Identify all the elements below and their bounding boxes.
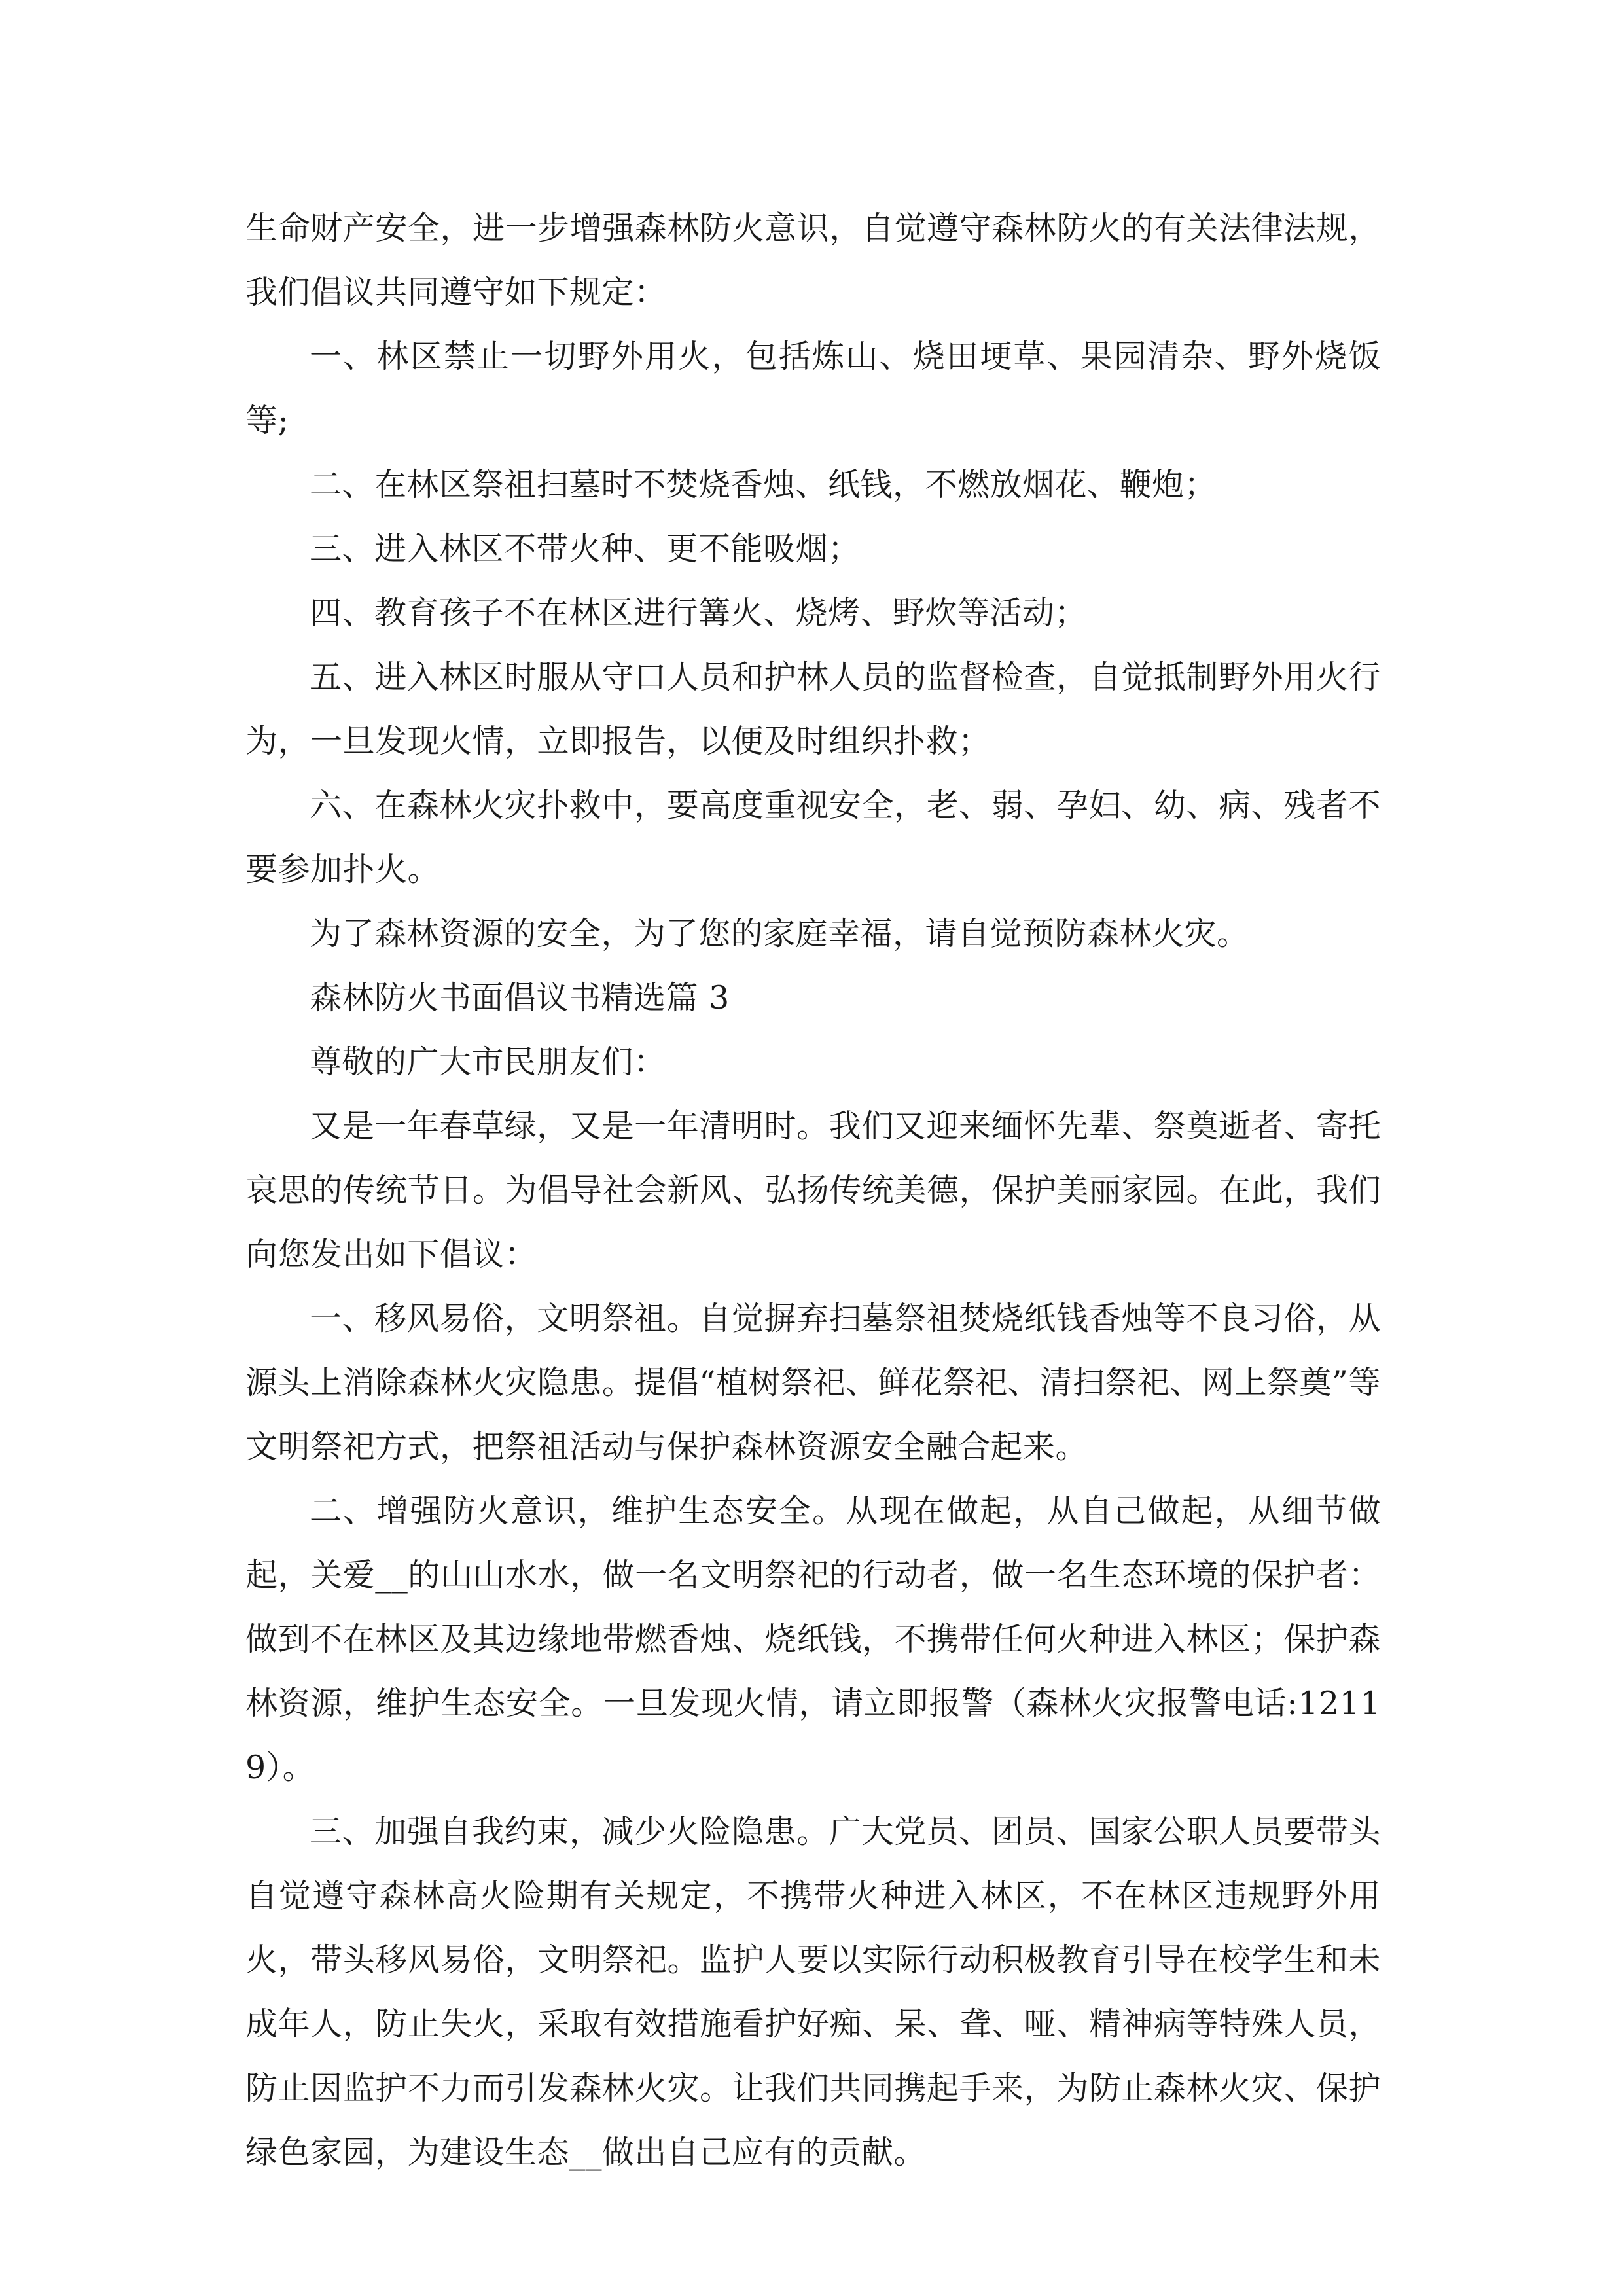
paragraph-proposal-3: 三、加强自我约束，减少火险隐患。广大党员、团员、国家公职人员要带头自觉遵守森林高火险期有关规定，不携带火种进入林区，不在林区违规野外用火，带头移风易俗，文明祭祀。监护人要以实际行动积极教育引导在校学生和未成年人，防止失火，采取有效措施看护好痴、呆、聋、哑、精神病等特殊人员，防止因监护不力而引发森林火灾。让我们共同携起手来，为防止森林火灾、保护绿色家园，为建设生态__做出自己应有的贡献。 bbox=[245, 1813, 1381, 2171]
section-heading: 森林防火书面倡议书精选篇 3 bbox=[310, 979, 730, 1016]
paragraph-rule-2: 二、在林区祭祖扫墓时不焚烧香烛、纸钱，不燃放烟花、鞭炮； bbox=[310, 466, 1217, 503]
paragraph-rule-3: 三、进入林区不带火种、更不能吸烟； bbox=[310, 530, 861, 567]
paragraph-closing: 为了森林资源的安全，为了您的家庭幸福，请自觉预防森林火灾。 bbox=[310, 915, 1249, 952]
paragraph-rule-1: 一、林区禁止一切野外用火，包括炼山、烧田埂草、果园清杂、野外烧饭等; bbox=[245, 338, 1381, 439]
paragraph-opening: 又是一年春草绿，又是一年清明时。我们又迎来缅怀先辈、祭奠逝者、寄托哀思的传统节日。为倡导社会新风、弘扬传统美德，保护美丽家园。在此，我们向您发出如下倡议： bbox=[245, 1107, 1381, 1273]
paragraph-proposal-1: 一、移风易俗，文明祭祖。自觉摒弃扫墓祭祖焚烧纸钱香烛等不良习俗，从源头上消除森林火灾隐患。提倡“植树祭祀、鲜花祭祀、清扫祭祀、网上祭奠”等文明祭祀方式，把祭祖活动与保护森林资源安全融合起来。 bbox=[245, 1300, 1381, 1465]
paragraph-rule-6: 六、在森林火灾扑救中，要高度重视安全，老、弱、孕妇、幼、病、残者不要参加扑火。 bbox=[245, 787, 1381, 888]
document-body bbox=[245, 196, 1381, 2185]
paragraph-intro: 生命财产安全，进一步增强森林防火意识，自觉遵守森林防火的有关法律法规，我们倡议共同遵守如下规定： bbox=[245, 209, 1381, 311]
salutation: 尊敬的广大市民朋友们： bbox=[310, 1043, 666, 1081]
paragraph-rule-4: 四、教育孩子不在林区进行篝火、烧烤、野炊等活动； bbox=[310, 594, 1088, 632]
paragraph-proposal-2: 二、增强防火意识，维护生态安全。从现在做起，从自己做起，从细节做起，关爱__的山山水水，做一名文明祭祀的行动者，做一名生态环境的保护者：做到不在林区及其边缘地带燃香烛、烧纸钱，不携带任何火种进入林区；保护森林资源，维护生态安全。一旦发现火情，请立即报警（森林火灾报警电话:12119）。 bbox=[245, 1492, 1381, 1786]
paragraph-rule-5: 五、进入林区时服从守口人员和护林人员的监督检查，自觉抵制野外用火行为，一旦发现火情，立即报告，以便及时组织扑救； bbox=[245, 658, 1381, 760]
